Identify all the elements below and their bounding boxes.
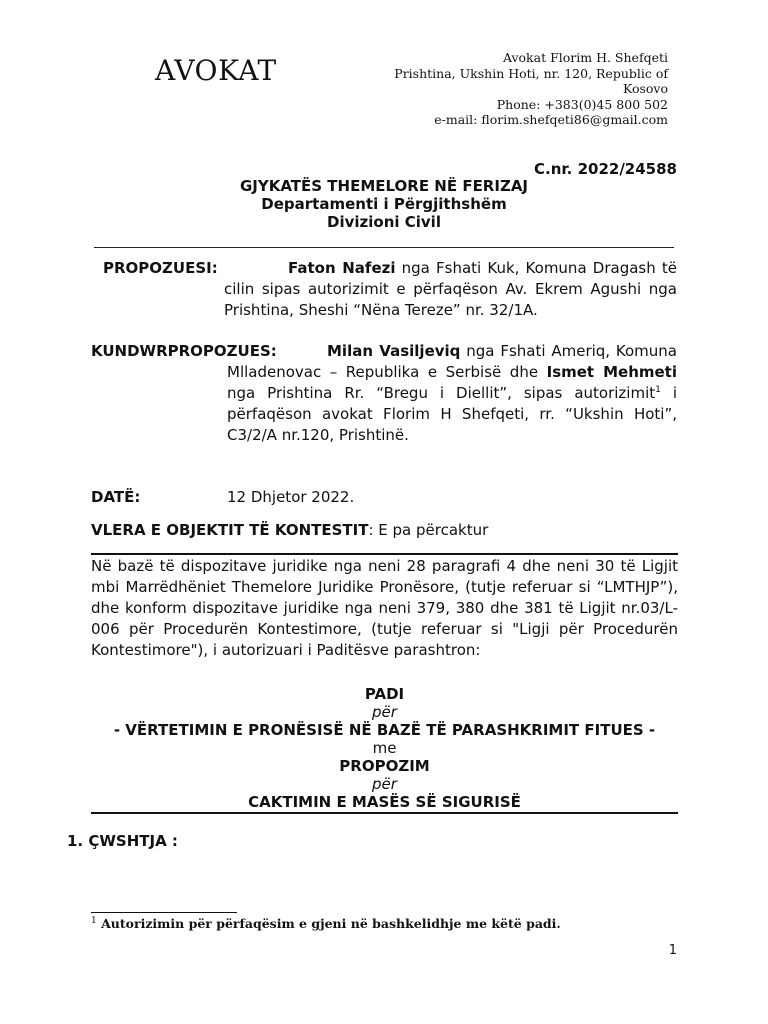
contact-country: Kosovo <box>622 81 668 96</box>
case-number: C.nr. 2022/24588 <box>534 160 677 178</box>
title-padi: PADI <box>364 685 405 703</box>
footnote-ref: 1 <box>655 385 661 395</box>
object-value-line <box>91 521 488 539</box>
divider-line <box>94 247 674 248</box>
title-me: me <box>372 739 397 757</box>
object-value-label: VLERA E OBJEKTIT TË KONTESTIT <box>91 521 369 539</box>
title-per-1: për <box>372 703 397 721</box>
court-department: Departamenti i Përgjithshëm <box>261 195 507 213</box>
intro-paragraph: Në bazë të dispozitave juridike nga neni 28 paragrafi 4 dhe neni 30 të Ligjit mbi Marrëdhëniet Themelore Juridike Pronësore, (tutje referuar si “LMTHJP”), dhe konform dispozitave juridike nga neni 379, 380 dhe 381 të Ligjit nr.03/L-006 për Procedurën Kontestimore, (tutje referuar si "Ligji për Procedurën Kontestimore"), i autorizuari i Paditësve parashtron: <box>91 557 678 659</box>
court-name: GJYKATËS THEMELORE NË FERIZAJ <box>239 177 529 195</box>
counter-label: KUNDWRPROPOZUES: <box>91 342 277 360</box>
date-value: 12 Dhjetor 2022. <box>227 488 355 506</box>
proposer-details <box>224 258 677 321</box>
brand-title: AVOKAT <box>155 54 277 87</box>
title-subject: - VËRTETIMIN E PRONËSISË NË BAZË TË PARASHKRIMIT FITUES - <box>113 721 656 739</box>
counter-text-1: nga Fshati Ameriq, Komuna Mlladenovac – Republika e Serbisë dhe <box>227 342 677 381</box>
proposer-text: nga Fshati Kuk, Komuna Dragash të cilin sipas autorizimit e përfaqëson Av. Ekrem Agushi nga Prishtina, Sheshi “Nëna Tereze” nr. 32/1A. <box>224 259 677 319</box>
title-propozim: PROPOZIM <box>339 757 430 775</box>
section-heading-1: 1. ÇWSHTJA : <box>67 832 178 850</box>
proposer-name: Faton Nafezi <box>288 259 396 277</box>
title-per-2: për <box>372 775 397 793</box>
counter-text-3: i përfaqëson avokat Florim H Shefqeti, rr. “Ukshin Hoti”, C3/2/A nr.120, Prishtinë. <box>227 384 677 444</box>
footnote-text: Autorizimin për përfaqësim e gjeni në bashkelidhje me këtë padi. <box>96 916 561 931</box>
contact-phone: Phone: +383(0)45 800 502 <box>496 96 668 112</box>
counter-name: Milan Vasiljeviq <box>327 342 461 360</box>
divider-thick-top <box>91 553 678 555</box>
contact-name: Avokat Florim H. Shefqeti <box>502 50 668 65</box>
counter-name-2: Ismet Mehmeti <box>546 363 677 381</box>
court-heading <box>90 177 678 231</box>
footnote-separator <box>91 912 237 913</box>
divider-thick-bottom <box>91 812 678 814</box>
footnote-mark: 1 <box>91 915 97 926</box>
page-number: 1 <box>668 943 677 958</box>
contact-block <box>338 50 668 128</box>
proposer-label: PROPOZUESI: <box>103 259 218 277</box>
title-measure: CAKTIMIN E MASËS SË SIGURISË <box>248 793 521 811</box>
object-value-text: : E pa përcaktur <box>368 521 489 539</box>
title-block <box>91 685 678 811</box>
footnote <box>91 916 561 931</box>
contact-email: e-mail: florim.shefqeti86@gmail.com <box>434 112 668 127</box>
counter-details <box>227 341 677 446</box>
court-division: Divizioni Civil <box>327 213 441 231</box>
date-label: DATË: <box>91 488 141 506</box>
contact-address: Prishtina, Ukshin Hoti, nr. 120, Republic of <box>394 65 668 81</box>
counter-text-2: nga Prishtina Rr. “Bregu i Diellit”, sipas autorizimit <box>227 384 656 402</box>
